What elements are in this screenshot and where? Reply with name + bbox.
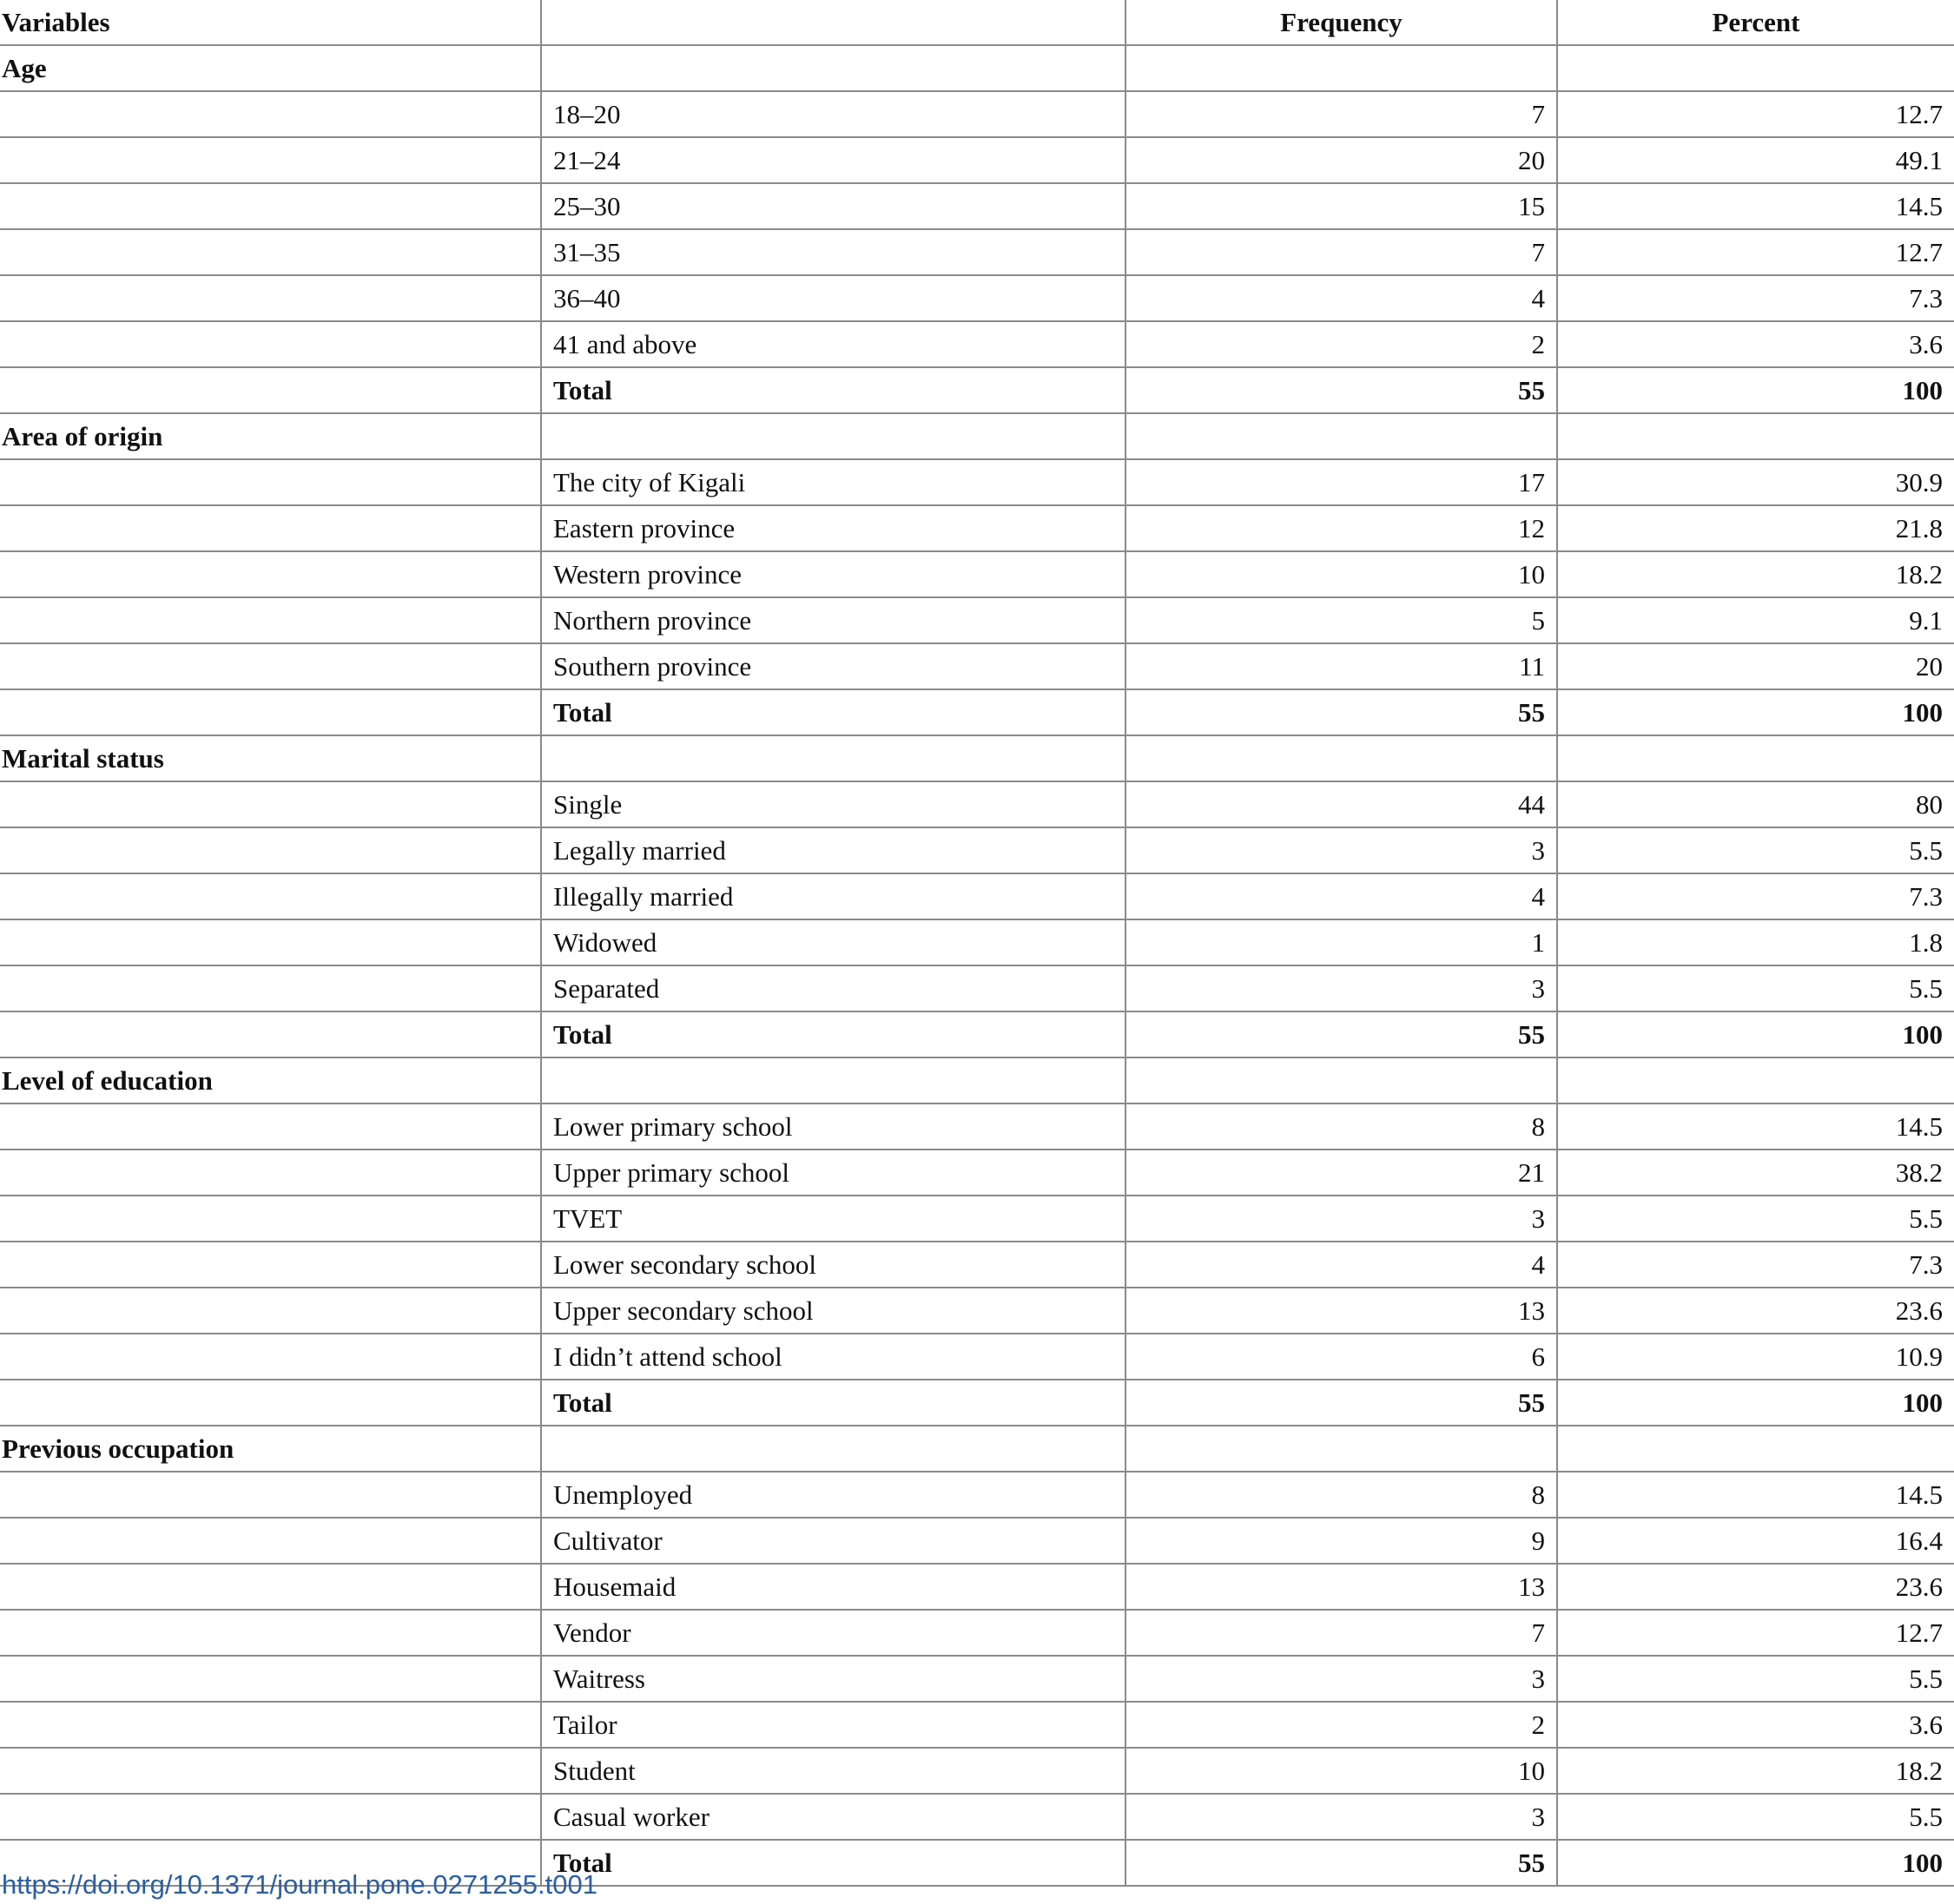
percent-value: 5.5 bbox=[1557, 1196, 1954, 1242]
frequency-value: 8 bbox=[1126, 1472, 1557, 1518]
percent-value: 7.3 bbox=[1557, 275, 1954, 321]
empty-cell bbox=[0, 1518, 541, 1564]
category-label: Lower primary school bbox=[541, 1104, 1126, 1150]
empty-cell bbox=[0, 1610, 541, 1656]
total-percent: 100 bbox=[1557, 1011, 1954, 1057]
empty-cell bbox=[0, 275, 541, 321]
percent-value: 3.6 bbox=[1557, 1702, 1954, 1748]
empty-cell bbox=[0, 1656, 541, 1702]
category-label: 21–24 bbox=[541, 137, 1126, 183]
category-label: Student bbox=[541, 1748, 1126, 1794]
empty-cell bbox=[0, 965, 541, 1011]
empty-cell bbox=[1126, 1426, 1557, 1472]
table-row bbox=[0, 551, 1954, 597]
frequency-value: 1 bbox=[1126, 919, 1557, 965]
table-row bbox=[0, 781, 1954, 827]
table-row bbox=[0, 1794, 1954, 1840]
header-percent: Percent bbox=[1557, 0, 1954, 45]
group-label: Previous occupation bbox=[0, 1426, 541, 1472]
empty-cell bbox=[0, 1794, 541, 1840]
percent-value: 18.2 bbox=[1557, 1748, 1954, 1794]
empty-cell bbox=[0, 505, 541, 551]
category-label: Southern province bbox=[541, 643, 1126, 689]
table-row bbox=[0, 919, 1954, 965]
empty-cell bbox=[541, 45, 1126, 91]
total-frequency: 55 bbox=[1126, 1011, 1557, 1057]
table-row bbox=[0, 1610, 1954, 1656]
category-label: Legally married bbox=[541, 827, 1126, 873]
table-row bbox=[0, 1656, 1954, 1702]
category-label: Western province bbox=[541, 551, 1126, 597]
percent-value: 80 bbox=[1557, 781, 1954, 827]
frequency-value: 10 bbox=[1126, 1748, 1557, 1794]
empty-cell bbox=[0, 459, 541, 505]
table-row bbox=[0, 1288, 1954, 1334]
empty-cell bbox=[1557, 45, 1954, 91]
table-row bbox=[0, 1472, 1954, 1518]
frequency-value: 3 bbox=[1126, 1196, 1557, 1242]
percent-value: 14.5 bbox=[1557, 1472, 1954, 1518]
percent-value: 23.6 bbox=[1557, 1288, 1954, 1334]
group-header-row bbox=[0, 1057, 1954, 1104]
percent-value: 5.5 bbox=[1557, 1656, 1954, 1702]
category-label: Separated bbox=[541, 965, 1126, 1011]
total-label: Total bbox=[541, 1840, 1126, 1886]
total-percent: 100 bbox=[1557, 367, 1954, 413]
table-row bbox=[0, 597, 1954, 643]
percent-value: 1.8 bbox=[1557, 919, 1954, 965]
percent-value: 12.7 bbox=[1557, 229, 1954, 275]
category-label: Upper secondary school bbox=[541, 1288, 1126, 1334]
frequency-value: 2 bbox=[1126, 1702, 1557, 1748]
total-row bbox=[0, 689, 1954, 735]
empty-cell bbox=[1126, 735, 1557, 781]
percent-value: 12.7 bbox=[1557, 1610, 1954, 1656]
empty-cell bbox=[0, 1472, 541, 1518]
category-label: Northern province bbox=[541, 597, 1126, 643]
empty-cell bbox=[0, 643, 541, 689]
table-row bbox=[0, 873, 1954, 919]
table-row bbox=[0, 1196, 1954, 1242]
frequency-value: 11 bbox=[1126, 643, 1557, 689]
total-frequency: 55 bbox=[1126, 367, 1557, 413]
total-frequency: 55 bbox=[1126, 1840, 1557, 1886]
percent-value: 10.9 bbox=[1557, 1334, 1954, 1380]
category-label: Upper primary school bbox=[541, 1150, 1126, 1196]
frequency-value: 20 bbox=[1126, 137, 1557, 183]
table-row bbox=[0, 643, 1954, 689]
percent-value: 3.6 bbox=[1557, 321, 1954, 367]
table-row bbox=[0, 965, 1954, 1011]
percent-value: 23.6 bbox=[1557, 1564, 1954, 1610]
frequency-value: 5 bbox=[1126, 597, 1557, 643]
table-row bbox=[0, 91, 1954, 137]
total-percent: 100 bbox=[1557, 1840, 1954, 1886]
category-label: Housemaid bbox=[541, 1564, 1126, 1610]
table-row bbox=[0, 321, 1954, 367]
category-label: I didn’t attend school bbox=[541, 1334, 1126, 1380]
category-label: Widowed bbox=[541, 919, 1126, 965]
table-row bbox=[0, 183, 1954, 229]
empty-cell bbox=[1557, 735, 1954, 781]
category-label: Unemployed bbox=[541, 1472, 1126, 1518]
header-frequency: Frequency bbox=[1126, 0, 1557, 45]
frequency-value: 3 bbox=[1126, 1656, 1557, 1702]
frequency-value: 13 bbox=[1126, 1288, 1557, 1334]
total-label: Total bbox=[541, 1011, 1126, 1057]
table-header bbox=[0, 0, 1954, 45]
empty-cell bbox=[0, 1242, 541, 1288]
empty-cell bbox=[541, 413, 1126, 459]
frequency-value: 4 bbox=[1126, 1242, 1557, 1288]
empty-cell bbox=[0, 1104, 541, 1150]
category-label: 31–35 bbox=[541, 229, 1126, 275]
empty-cell bbox=[0, 873, 541, 919]
total-row bbox=[0, 1011, 1954, 1057]
frequency-value: 12 bbox=[1126, 505, 1557, 551]
frequency-value: 7 bbox=[1126, 229, 1557, 275]
frequency-value: 9 bbox=[1126, 1518, 1557, 1564]
table-body bbox=[0, 45, 1954, 1886]
group-label: Age bbox=[0, 45, 541, 91]
percent-value: 49.1 bbox=[1557, 137, 1954, 183]
empty-cell bbox=[541, 1426, 1126, 1472]
empty-cell bbox=[0, 827, 541, 873]
frequency-value: 7 bbox=[1126, 1610, 1557, 1656]
table-row bbox=[0, 1518, 1954, 1564]
table-row bbox=[0, 1242, 1954, 1288]
frequency-value: 6 bbox=[1126, 1334, 1557, 1380]
frequency-value: 4 bbox=[1126, 275, 1557, 321]
frequency-value: 3 bbox=[1126, 1794, 1557, 1840]
table-row bbox=[0, 1104, 1954, 1150]
total-row bbox=[0, 1380, 1954, 1426]
empty-cell bbox=[0, 1288, 541, 1334]
empty-cell bbox=[1557, 413, 1954, 459]
percent-value: 30.9 bbox=[1557, 459, 1954, 505]
table-row bbox=[0, 1702, 1954, 1748]
total-frequency: 55 bbox=[1126, 689, 1557, 735]
group-label: Marital status bbox=[0, 735, 541, 781]
header-variables: Variables bbox=[0, 0, 541, 45]
group-label: Level of education bbox=[0, 1057, 541, 1104]
frequency-value: 44 bbox=[1126, 781, 1557, 827]
percent-value: 7.3 bbox=[1557, 873, 1954, 919]
total-row bbox=[0, 367, 1954, 413]
percent-value: 14.5 bbox=[1557, 183, 1954, 229]
empty-cell bbox=[0, 689, 541, 735]
category-label: The city of Kigali bbox=[541, 459, 1126, 505]
empty-cell bbox=[0, 781, 541, 827]
group-label: Area of origin bbox=[0, 413, 541, 459]
category-label: Cultivator bbox=[541, 1518, 1126, 1564]
frequency-value: 3 bbox=[1126, 965, 1557, 1011]
group-header-row bbox=[0, 1426, 1954, 1472]
percent-value: 5.5 bbox=[1557, 827, 1954, 873]
empty-cell bbox=[0, 1748, 541, 1794]
empty-cell bbox=[1557, 1426, 1954, 1472]
group-header-row bbox=[0, 45, 1954, 91]
empty-cell bbox=[0, 321, 541, 367]
empty-cell bbox=[0, 1702, 541, 1748]
total-label: Total bbox=[541, 689, 1126, 735]
group-header-row bbox=[0, 735, 1954, 781]
category-label: Tailor bbox=[541, 1702, 1126, 1748]
table-row bbox=[0, 1334, 1954, 1380]
empty-cell bbox=[1557, 1057, 1954, 1104]
empty-cell bbox=[1126, 45, 1557, 91]
empty-cell bbox=[0, 1334, 541, 1380]
percent-value: 38.2 bbox=[1557, 1150, 1954, 1196]
percent-value: 18.2 bbox=[1557, 551, 1954, 597]
frequency-value: 4 bbox=[1126, 873, 1557, 919]
empty-cell bbox=[0, 1150, 541, 1196]
percent-value: 21.8 bbox=[1557, 505, 1954, 551]
empty-cell bbox=[0, 597, 541, 643]
category-label: 36–40 bbox=[541, 275, 1126, 321]
empty-cell bbox=[0, 1380, 541, 1426]
empty-cell bbox=[0, 1011, 541, 1057]
total-label: Total bbox=[541, 1380, 1126, 1426]
empty-cell bbox=[0, 1196, 541, 1242]
category-label: 25–30 bbox=[541, 183, 1126, 229]
category-label: Waitress bbox=[541, 1656, 1126, 1702]
table-row bbox=[0, 1748, 1954, 1794]
category-label: 41 and above bbox=[541, 321, 1126, 367]
category-label: Casual worker bbox=[541, 1794, 1126, 1840]
table-row bbox=[0, 275, 1954, 321]
category-label: Illegally married bbox=[541, 873, 1126, 919]
table-row bbox=[0, 137, 1954, 183]
frequency-value: 17 bbox=[1126, 459, 1557, 505]
percent-value: 16.4 bbox=[1557, 1518, 1954, 1564]
category-label: Vendor bbox=[541, 1610, 1126, 1656]
table-row bbox=[0, 1564, 1954, 1610]
percent-value: 9.1 bbox=[1557, 597, 1954, 643]
table-row bbox=[0, 229, 1954, 275]
total-percent: 100 bbox=[1557, 1380, 1954, 1426]
percent-value: 14.5 bbox=[1557, 1104, 1954, 1150]
percent-value: 5.5 bbox=[1557, 1794, 1954, 1840]
frequency-value: 2 bbox=[1126, 321, 1557, 367]
empty-cell bbox=[541, 735, 1126, 781]
total-label: Total bbox=[541, 367, 1126, 413]
frequency-value: 13 bbox=[1126, 1564, 1557, 1610]
frequency-value: 15 bbox=[1126, 183, 1557, 229]
total-frequency: 55 bbox=[1126, 1380, 1557, 1426]
table-row bbox=[0, 1150, 1954, 1196]
category-label: Lower secondary school bbox=[541, 1242, 1126, 1288]
frequency-value: 21 bbox=[1126, 1150, 1557, 1196]
empty-cell bbox=[0, 919, 541, 965]
percent-value: 12.7 bbox=[1557, 91, 1954, 137]
empty-cell bbox=[1126, 1057, 1557, 1104]
header-row bbox=[0, 0, 1954, 45]
empty-cell bbox=[1126, 413, 1557, 459]
frequency-value: 7 bbox=[1126, 91, 1557, 137]
percent-value: 7.3 bbox=[1557, 1242, 1954, 1288]
frequency-value: 3 bbox=[1126, 827, 1557, 873]
frequency-value: 10 bbox=[1126, 551, 1557, 597]
table-row bbox=[0, 827, 1954, 873]
empty-cell bbox=[0, 91, 541, 137]
doi-link[interactable]: https://doi.org/10.1371/journal.pone.0271255.t001 bbox=[2, 1869, 597, 1900]
empty-cell bbox=[541, 1057, 1126, 1104]
empty-cell bbox=[0, 229, 541, 275]
table-row bbox=[0, 505, 1954, 551]
percent-value: 5.5 bbox=[1557, 965, 1954, 1011]
percent-value: 20 bbox=[1557, 643, 1954, 689]
category-label: Eastern province bbox=[541, 505, 1126, 551]
frequency-value: 8 bbox=[1126, 1104, 1557, 1150]
empty-cell bbox=[0, 551, 541, 597]
total-percent: 100 bbox=[1557, 689, 1954, 735]
empty-cell bbox=[0, 183, 541, 229]
category-label: Single bbox=[541, 781, 1126, 827]
group-header-row bbox=[0, 413, 1954, 459]
empty-cell bbox=[0, 137, 541, 183]
header-category bbox=[541, 0, 1126, 45]
empty-cell bbox=[0, 367, 541, 413]
category-label: 18–20 bbox=[541, 91, 1126, 137]
empty-cell bbox=[0, 1564, 541, 1610]
category-label: TVET bbox=[541, 1196, 1126, 1242]
table-row bbox=[0, 459, 1954, 505]
